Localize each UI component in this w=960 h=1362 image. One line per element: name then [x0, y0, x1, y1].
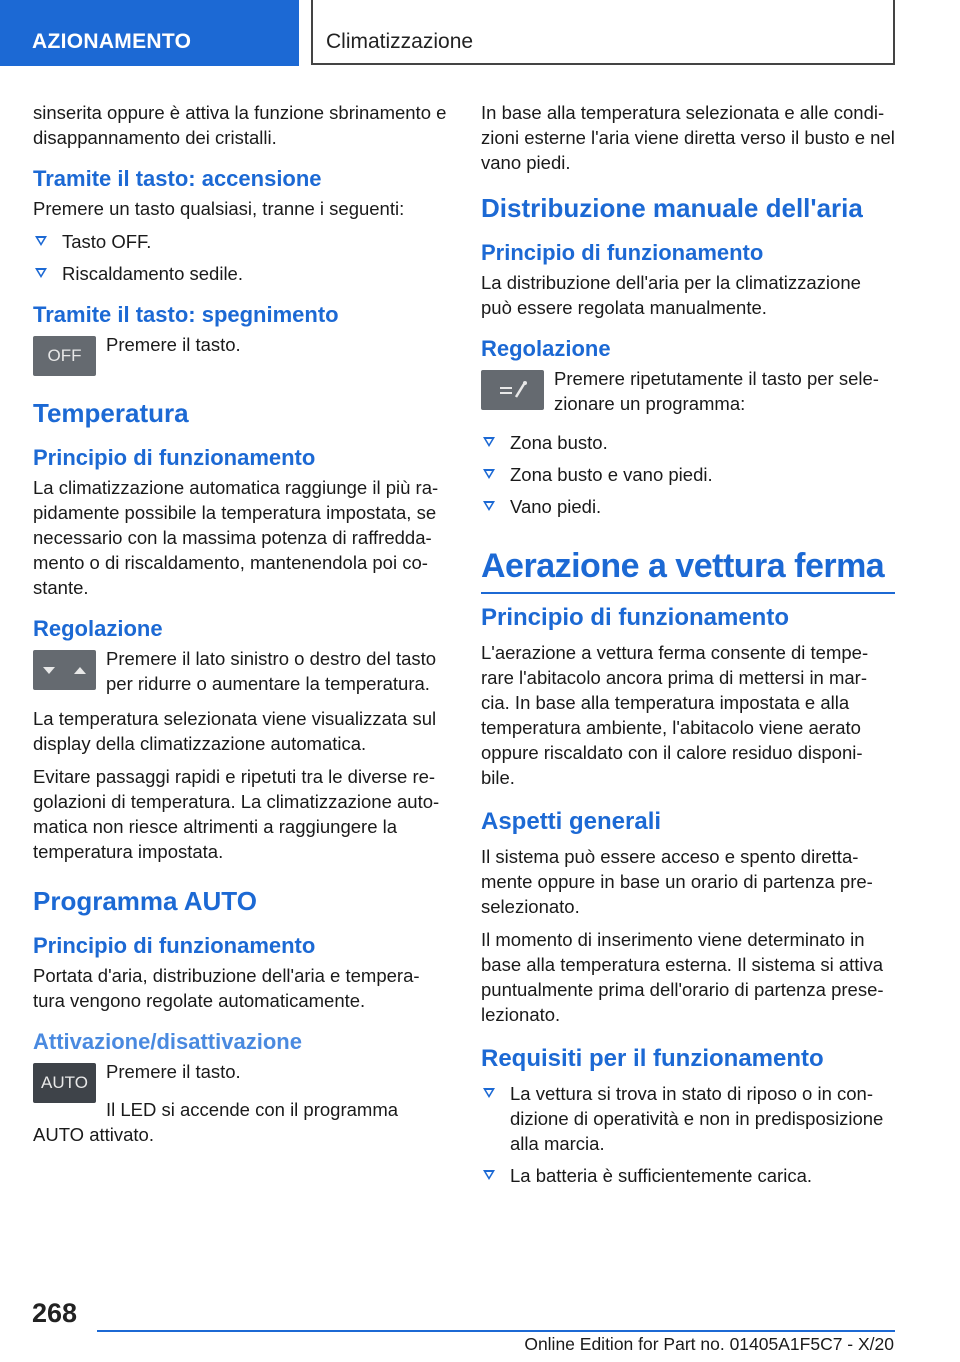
requirements-list: [481, 1081, 895, 1188]
list-item: La batteria è sufficientemente carica.: [481, 1163, 895, 1188]
auto-heading: Programma AUTO: [33, 886, 257, 916]
distribution-principle-text: La distribuzione dell'aria per la climatizzazione può essere regolata manualmente.: [481, 272, 861, 318]
header-divider-right: [893, 0, 895, 64]
temperature-rocker-image: [33, 650, 96, 690]
off-heading: Tramite il tasto: spegnimento: [33, 302, 339, 327]
temperature-heading: Temperatura: [33, 398, 189, 428]
temperature-regulation-text: Premere il lato sinistro o destro del tasto per ridurre o aumentare la temperatura.: [106, 648, 437, 694]
triangle-bullet-icon: [483, 469, 495, 479]
intro-paragraph: sinserita oppure è attiva la funzione sbrinamento e disappannamento dei cristalli.: [33, 102, 447, 148]
left-column: [33, 100, 448, 1155]
on-heading: Tramite il tasto: accensione: [33, 166, 322, 191]
distribution-regulation-text: Premere ripetutamente il tasto per sele-zionare un programma:: [554, 368, 879, 414]
list-item: Riscaldamento sedile.: [33, 261, 448, 286]
distribution-regulation-heading: Regolazione: [481, 336, 611, 361]
triangle-bullet-icon: [483, 1088, 495, 1098]
distribution-list: [481, 430, 895, 519]
list-item: Vano piedi.: [481, 494, 895, 519]
arrow-down-icon: [42, 665, 56, 675]
chapter-title: Climatizzazione: [326, 30, 474, 53]
requirements-heading: Requisiti per il funzionamento: [481, 1045, 824, 1072]
arrow-up-icon: [73, 665, 87, 675]
general-text-2: Il momento di inserimento viene determinato in base alla temperatura esterna. Il sistema si attiva puntualmente prima dell'orario di partenza prese-lezionato.: [481, 929, 884, 1025]
distribution-button-row: [481, 366, 895, 416]
section-tab: AZIONAMENTO: [0, 0, 299, 66]
temperature-button-row: [33, 646, 448, 696]
temperature-paragraph-1: La temperatura selezionata viene visualizzata sul display della climatizzazione automatica.: [33, 708, 437, 754]
triangle-bullet-icon: [483, 437, 495, 447]
list-item: Zona busto e vano piedi.: [481, 462, 895, 487]
triangle-bullet-icon: [35, 268, 47, 278]
air-distribution-icon: [496, 379, 530, 401]
temperature-principle-text: La climatizzazione automatica raggiunge il più ra-pidamente possibile la temperatura impostata, se necessario con la massima potenza di raffredda-mento o di riscaldamento, mantenendola poi co-stante.: [33, 477, 439, 598]
ventilation-principle-heading: Principio di funzionamento: [481, 604, 789, 631]
off-text: Premere il tasto.: [106, 334, 241, 355]
auto-principle-heading: Principio di funzionamento: [33, 933, 316, 958]
auto-text-1: Premere il tasto.: [106, 1061, 241, 1082]
ventilation-heading: Aerazione a vettura ferma: [481, 547, 895, 594]
page-header: [0, 0, 960, 66]
header-divider-left: [311, 0, 313, 64]
off-button-image: OFF: [33, 336, 96, 376]
list-item: La vettura si trova in stato di riposo o in con-dizione di operatività e non in predisposizione alla marcia.: [481, 1081, 895, 1156]
on-text: Premere un tasto qualsiasi, tranne i seguenti:: [33, 198, 405, 219]
temperature-principle-heading: Principio di funzionamento: [33, 445, 316, 470]
page-number: 268: [32, 1298, 78, 1328]
temperature-paragraph-2: Evitare passaggi rapidi e ripetuti tra le diverse re-golazioni di temperatura. La climatizzazione auto-matica non riesce altrimenti a raggiungere la temperatura impostata.: [33, 766, 440, 862]
air-distribution-button-image: [481, 370, 544, 410]
auto-principle-text: Portata d'aria, distribuzione dell'aria e tempera-tura vengono regolate automaticamente.: [33, 965, 420, 1011]
distribution-principle-heading: Principio di funzionamento: [481, 240, 764, 265]
distribution-heading: Distribuzione manuale dell'aria: [481, 193, 863, 223]
right-column: [481, 100, 895, 1195]
list-item: Zona busto.: [481, 430, 895, 455]
triangle-bullet-icon: [483, 501, 495, 511]
auto-button-image: AUTO: [33, 1063, 96, 1103]
list-item: Tasto OFF.: [33, 229, 448, 254]
on-list: [33, 229, 448, 286]
right-intro-paragraph: In base alla temperatura selezionata e alle condi-zioni esterne l'aria viene diretta verso il busto e nel vano piedi.: [481, 102, 895, 173]
auto-text-block: [106, 1059, 241, 1092]
footer-rule: [97, 1330, 895, 1332]
general-text-1: Il sistema può essere acceso e spento diretta-mente oppure in base un orario di partenza pre-selezionato.: [481, 846, 873, 917]
triangle-bullet-icon: [483, 1170, 495, 1180]
general-heading: Aspetti generali: [481, 808, 662, 835]
triangle-bullet-icon: [35, 236, 47, 246]
edition-text: Online Edition for Part no. 01405A1F5C7 - X/20: [524, 1334, 894, 1354]
off-button-row: [33, 332, 448, 376]
ventilation-principle-text: L'aerazione a vettura ferma consente di tempe-rare l'abitacolo ancora prima di mettersi in mar-cia. In base alla temperatura impostata e alla temperatura ambiente, l'abitacolo viene aerato oppure riscaldato con il calore residuo disponi-bile.: [481, 642, 869, 788]
auto-text-2: Il LED si accende con il programma AUTO attivato.: [33, 1099, 399, 1145]
auto-activation-heading: Attivazione/disattivazione: [33, 1029, 302, 1054]
temperature-regulation-heading: Regolazione: [33, 616, 163, 641]
